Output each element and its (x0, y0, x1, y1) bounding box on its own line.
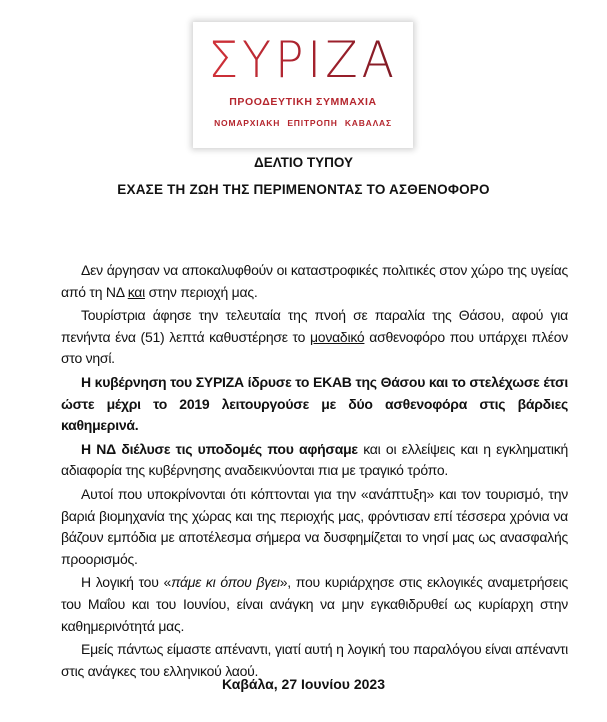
text-segment: μοναδικό (309, 328, 365, 345)
text-segment: Η λογική του « (81, 574, 172, 591)
text-segment: Εμείς πάντως είμαστε απέναντι, γιατί αυτή η λογική του παραλόγου είναι απέναντι στις ανάγκες του ελληνικού λαού. (61, 641, 568, 679)
text-segment: και οι ελλείψεις και η εγκληματική αδιαφορία της κυβέρνησης αναδεικνύονται πια με τραγικό τρόπο. (61, 440, 569, 479)
paragraph (61, 484, 568, 570)
text-segment: », που κυριάρχησε στις εκλογικές αναμετρήσεις του Μαΐου και του Ιουνίου, είναι ανάγκη να μην εγκαθιδρυθεί ως κυρίαρχη στην καθημερινότητά μας. (61, 574, 569, 634)
text-segment: Αυτοί που υποκρίνονται ότι κόπτονται για την «ανάπτυξη» και τον τουρισμό, την βαριά βιομηχανία της χώρας και της περιοχής μας, φρόντισαν επί τέσσερα χρόνια να βάζουν εμπόδια με αποτέλεσμα σήμερα να δυσφημίζεται το νησί μας ως ανασφαλής προορισμός. (61, 485, 568, 567)
text-segment: Η ΝΔ διέλυσε τις υποδομές που αφήσαμε (81, 440, 358, 457)
paragraph (61, 305, 568, 370)
text-segment: και (127, 283, 146, 300)
paragraph (61, 260, 568, 303)
text-segment: στην περιοχή μας. (145, 283, 258, 300)
place-date: Καβάλα, 27 Ιουνίου 2023 (221, 676, 385, 692)
paragraph (61, 572, 568, 637)
headline: ΕΧΑΣΕ ΤΗ ΖΩΗ ΤΗΣ ΠΕΡΙΜΕΝΟΝΤΑΣ ΤΟ ΑΣΘΕΝΟΦΟΡΟ (117, 182, 490, 197)
paragraph (61, 372, 568, 437)
paragraph (61, 439, 568, 482)
logo-subtitle: ΠΡΟΟΔΕΥΤΙΚΗ ΣΥΜΜΑΧΙΑ (229, 96, 377, 108)
text-segment: πάμε κι όπου βγει (171, 574, 280, 591)
text-segment: ασθενοφόρο που υπάρχει πλέον στο νησί. (61, 328, 568, 367)
logo-wordmark: ΣΥΡΙΖΑ (199, 30, 408, 90)
syriza-logo (193, 22, 413, 148)
text-segment: Η κυβέρνηση του ΣΥΡΙΖΑ ίδρυσε το ΕΚΑΒ της Θάσου και το στελέχωσε έτσι ώστε μέχρι το 2019 λειτουργούσε με δύο ασθενοφόρα στις βάρδιες καθημερινά. (61, 373, 568, 434)
document-type: ΔΕΛΤΙΟ ΤΥΠΟΥ (254, 155, 353, 170)
text-segment: Τουρίστρια άφησε την τελευταία της πνοή σε παραλία της Θάσου, αφού για πενήντα ένα (51) λεπτά καθυστέρησε το (61, 307, 568, 345)
press-release-body (61, 260, 568, 684)
text-segment: Δεν άργησαν να αποκαλυφθούν οι καταστροφικές πολιτικές στον χώρο της υγείας από τη ΝΔ (61, 262, 568, 300)
logo-committee: ΝΟΜΑΡΧΙΑΚΗ ΕΠΙΤΡΟΠΗ ΚΑΒΑΛΑΣ (214, 118, 392, 128)
